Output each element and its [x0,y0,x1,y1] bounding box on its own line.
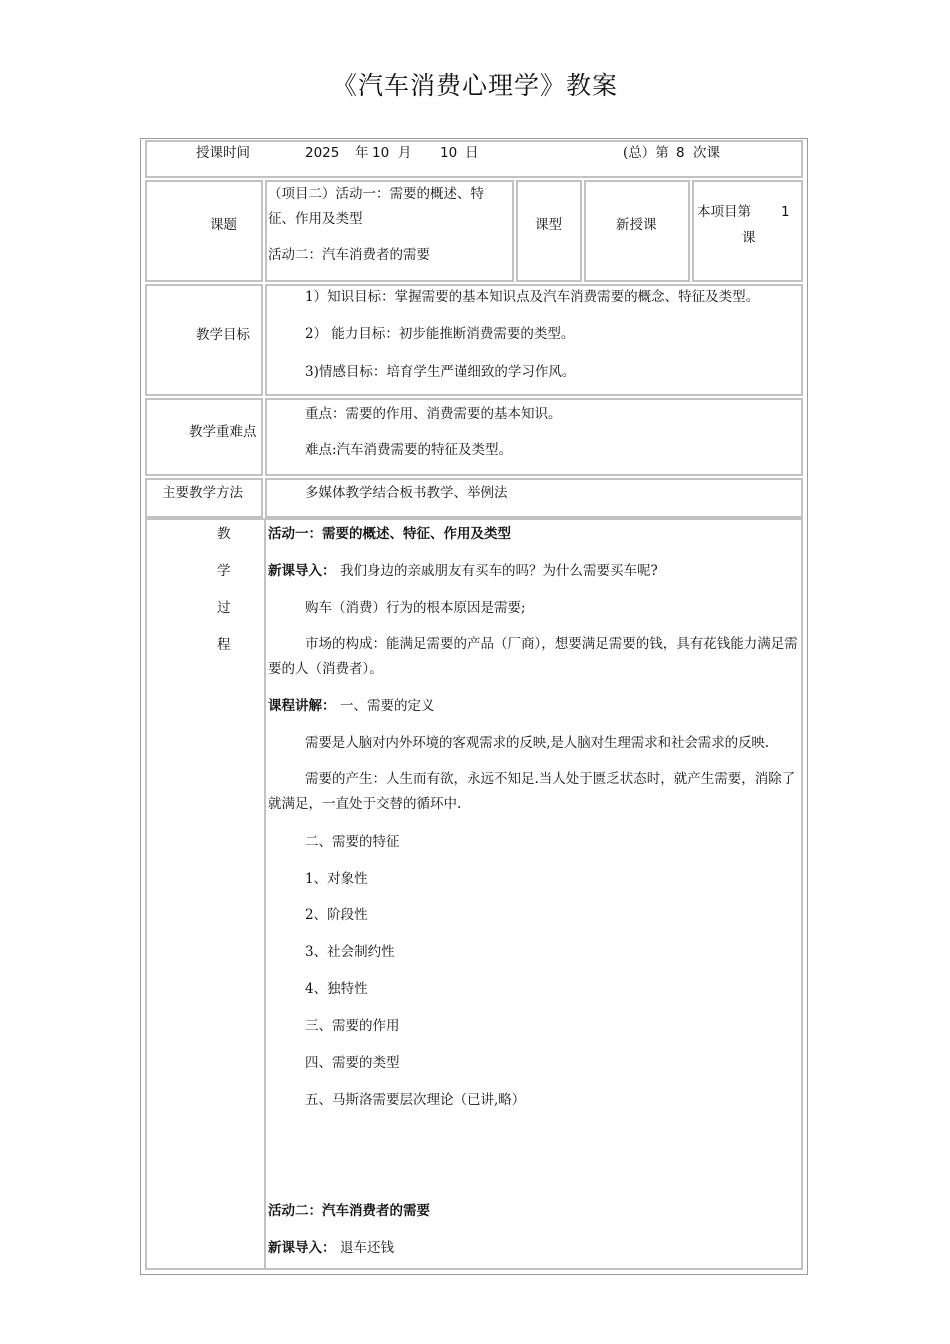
difficulty-point: 难点:汽车消费需要的特征及类型。 [305,442,513,458]
topic-line-3: 活动二：汽车消费者的需要 [268,247,430,263]
process-label-char: 程 [217,637,231,653]
day-value: 10 [440,145,458,161]
topic-line-1: （项目二）活动一：需要的概述、特 [268,186,484,202]
day-unit: 日 [465,145,479,161]
goal-emotion: 3)情感目标：培育学生严谨细致的学习作风。 [305,364,576,380]
types-heading: 四、需要的类型 [305,1055,400,1071]
paragraph-market: 市场的构成：能满足需要的产品（厂商），想要满足需要的钱，具有花钱能力满足需要的人（消费者）。 [268,636,798,677]
paragraph-origin: 需要的产生：人生而有欲，永远不知足.当人处于匮乏状态时，就产生需要，消除了就满足，一直处于交替的循环中. [268,771,796,812]
type-value: 新授课 [616,217,657,233]
topic-line-2: 征、作用及类型 [268,211,363,227]
total-prefix: (总）第 [623,145,669,161]
process-label-char: 教 [217,526,231,542]
lecture-text: 一、需要的定义 [340,698,435,714]
paragraph-definition: 需要是人脑对内外环境的客观需求的反映,是人脑对生理需求和社会需求的反映. [305,735,769,751]
activity-1-title: 活动一：需要的概述、特征、作用及类型 [268,526,511,542]
lecture-label: 课程讲解： [268,698,336,714]
method-label: 主要教学方法 [162,485,243,501]
intro-2-text: 退车还钱 [340,1240,394,1256]
page-title: 《汽车消费心理学》教案 [331,71,618,100]
time-label: 授课时间 [196,145,250,161]
month-unit: 月 [398,145,412,161]
month-value: 10 [372,145,390,161]
maslow-heading: 五、马斯洛需要层次理论（已讲,略） [305,1092,526,1108]
project-number: 1 [781,204,790,220]
topic-label-cell [145,180,263,282]
features-heading: 二、需要的特征 [305,834,400,850]
intro-label: 新课导入： [268,563,336,579]
feature-item: 1、对象性 [305,871,368,887]
process-divider [264,520,266,1268]
process-label-char: 过 [217,600,231,616]
type-label: 课型 [535,217,562,233]
paragraph-cause: 购车（消费）行为的根本原因是需要; [305,600,526,616]
goal-ability: 2） 能力目标：初步能推断消费需要的类型。 [305,326,575,342]
intro-2-label: 新课导入： [268,1240,336,1256]
project-suffix: 课 [742,230,756,246]
activity-2-title: 活动二：汽车消费者的需要 [268,1203,430,1219]
feature-item: 3、社会制约性 [305,944,395,960]
year-value: 2025 [305,145,340,161]
process-cell [145,518,803,1270]
lesson-suffix: 次课 [693,145,720,161]
process-label-char: 学 [217,563,231,579]
goal-knowledge: 1）知识目标：掌握需要的基本知识点及汽车消费需要的概念、特征及类型。 [305,289,760,305]
key-point: 重点：需要的作用、消费需要的基本知识。 [305,406,562,422]
key-label: 教学重难点 [189,424,257,440]
year-unit: 年 [355,145,369,161]
feature-item: 4、独特性 [305,981,368,997]
goals-label: 教学目标 [196,327,250,343]
intro-text: 我们身边的亲戚朋友有买车的吗？为什么需要买车呢? [340,563,658,579]
project-prefix: 本项目第 [697,204,751,220]
method-value: 多媒体教学结合板书教学、举例法 [305,485,508,501]
feature-item: 2、阶段性 [305,907,368,923]
topic-label: 课题 [210,217,237,233]
role-heading: 三、需要的作用 [305,1018,400,1034]
lesson-number: 8 [676,145,685,161]
